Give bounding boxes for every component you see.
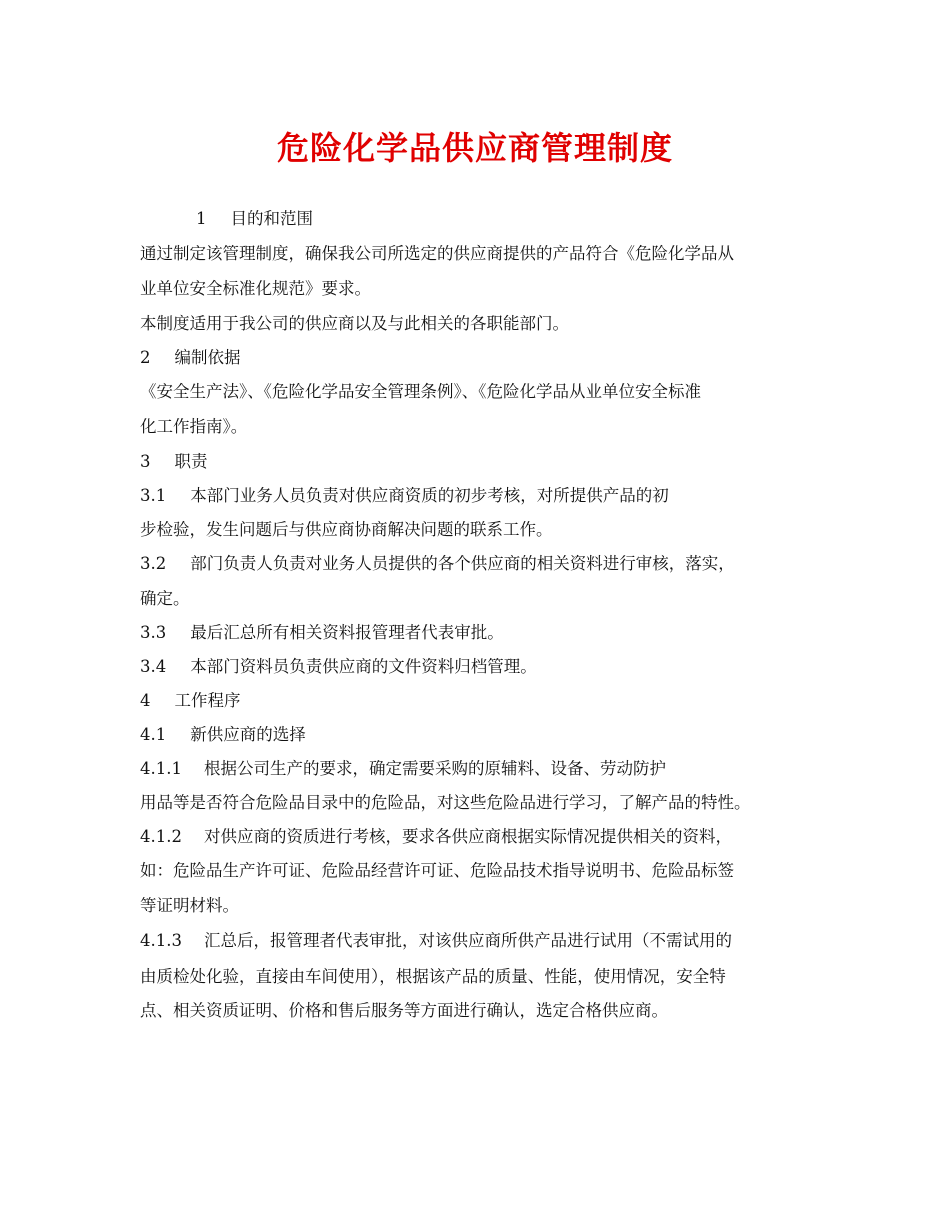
clause-number: 4.1.2	[140, 827, 182, 846]
section-heading	[196, 208, 313, 230]
paragraph-line: 业单位安全标准化规范》要求。	[140, 279, 371, 298]
clause-number: 3.1	[140, 486, 167, 505]
section-heading-text: 目的和范围	[230, 209, 313, 228]
paragraph-line: 通过制定该管理制度，确保我公司所选定的供应商提供的产品符合《危险化学品从	[140, 244, 734, 263]
clause-number: 4.1.1	[140, 759, 182, 778]
clause-text: 对供应商的资质进行考核，要求各供应商根据实际情况提供相关的资料，	[203, 827, 732, 846]
section-heading	[140, 451, 208, 473]
clause-number: 4.1.3	[140, 931, 182, 950]
clause-line	[140, 622, 504, 644]
paragraph-line: 如：危险品生产许可证、危险品经营许可证、危险品技术指导说明书、危险品标签	[140, 861, 734, 880]
page-title: 危险化学品供应商管理制度	[276, 129, 673, 167]
paragraph-line: 由质检处化验，直接由车间使用），根据该产品的质量、性能，使用情况，安全特	[140, 967, 726, 986]
paragraph-line: 本制度适用于我公司的供应商以及与此相关的各职能部门。	[140, 314, 569, 333]
clause-line	[140, 758, 666, 780]
clause-line	[140, 826, 732, 848]
paragraph-line: 点、相关资质证明、价格和售后服务等方面进行确认，选定合格供应商。	[140, 1001, 668, 1020]
clause-number: 4.1	[140, 725, 167, 744]
paragraph-line: 用品等是否符合危险品目录中的危险品，对这些危险品进行学习，了解产品的特性。	[140, 793, 751, 812]
paragraph-line: 步检验，发生问题后与供应商协商解决问题的联系工作。	[140, 520, 553, 539]
clause-line	[140, 656, 537, 678]
section-number: 4	[140, 691, 151, 710]
section-heading-text: 编制依据	[174, 348, 241, 367]
clause-line	[140, 724, 306, 746]
clause-number: 3.4	[140, 657, 167, 676]
section-heading	[140, 690, 241, 712]
clause-line	[140, 485, 669, 507]
clause-text: 本部门资料员负责供应商的文件资料归档管理。	[190, 657, 537, 676]
section-heading-text: 职责	[174, 452, 208, 471]
section-number: 2	[140, 348, 151, 367]
section-heading	[140, 347, 241, 369]
paragraph-line: 确定。	[140, 589, 190, 608]
clause-text: 最后汇总所有相关资料报管理者代表审批。	[190, 623, 504, 642]
section-number: 1	[196, 209, 207, 228]
section-number: 3	[140, 452, 151, 471]
clause-text: 根据公司生产的要求，确定需要采购的原辅料、设备、劳动防护	[203, 759, 666, 778]
clause-line	[140, 930, 732, 952]
clause-text: 汇总后，报管理者代表审批，对该供应商所供产品进行试用（不需试用的	[203, 931, 732, 950]
section-heading-text: 工作程序	[174, 691, 241, 710]
paragraph-line: 化工作指南》。	[140, 417, 248, 436]
paragraph-line: 《安全生产法》、《危险化学品安全管理条例》、《危险化学品从业单位安全标准	[140, 382, 701, 401]
clause-number: 3.2	[140, 554, 167, 573]
clause-number: 3.3	[140, 623, 167, 642]
clause-text: 部门负责人负责对业务人员提供的各个供应商的相关资料进行审核，落实，	[190, 554, 735, 573]
clause-text: 本部门业务人员负责对供应商资质的初步考核，对所提供产品的初	[190, 486, 669, 505]
clause-line	[140, 553, 735, 575]
clause-text: 新供应商的选择	[190, 725, 306, 744]
paragraph-line: 等证明材料。	[140, 896, 239, 915]
